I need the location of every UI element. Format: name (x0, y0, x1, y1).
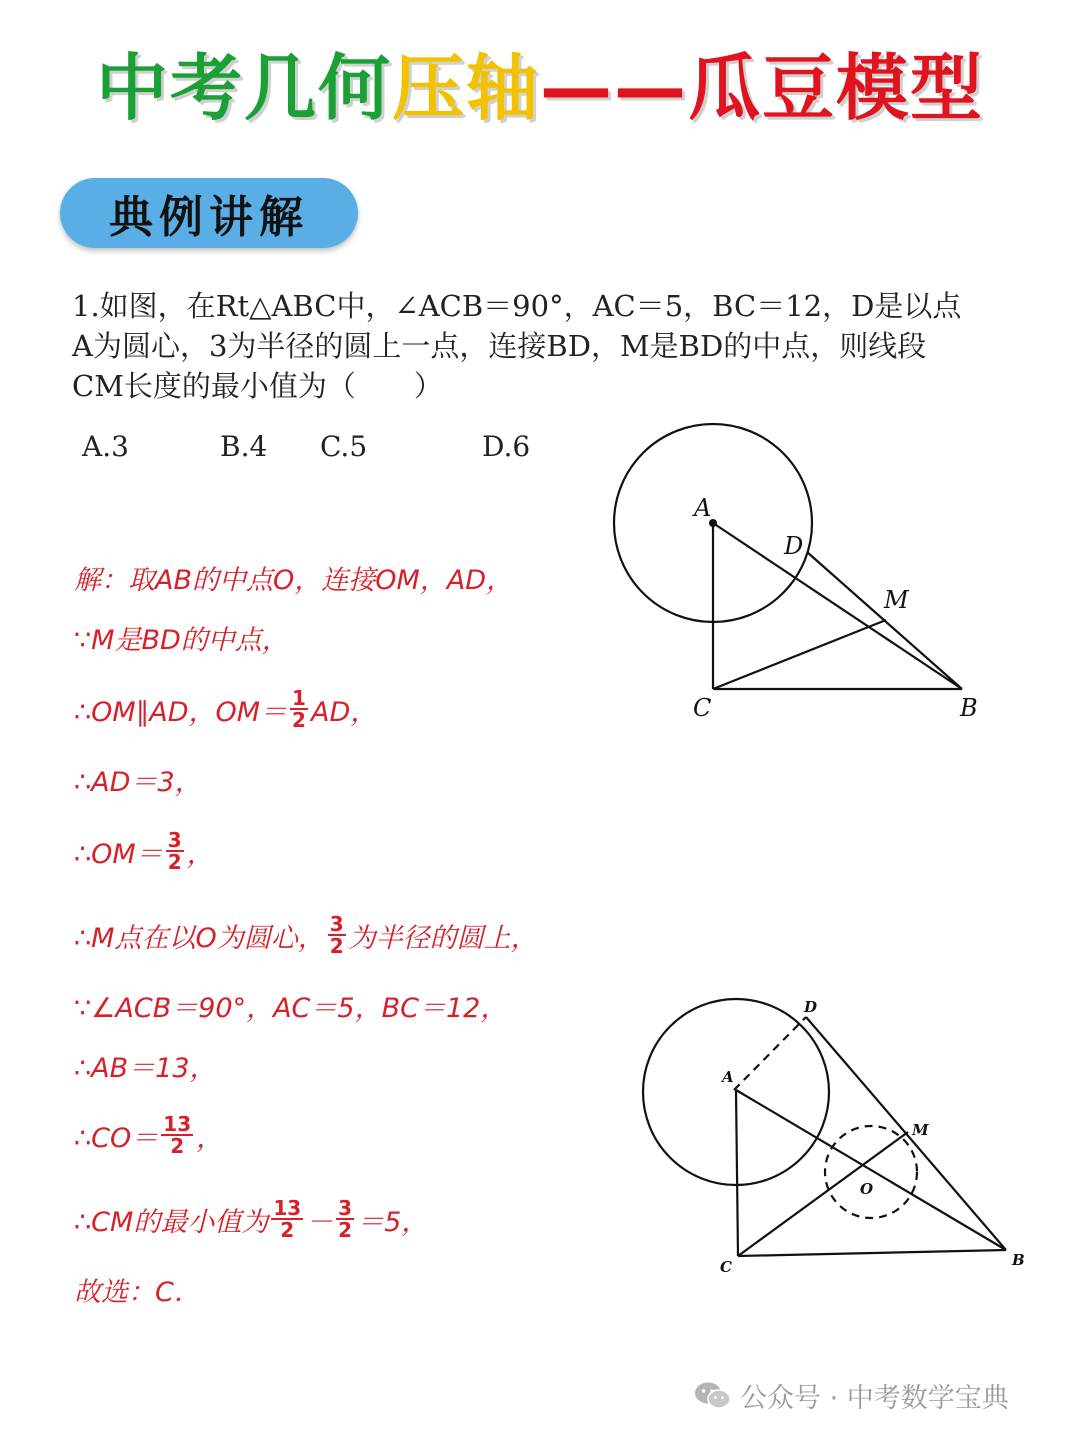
page-title (0, 30, 1080, 134)
solution-line-8: ∴AB＝13， (74, 1053, 217, 1084)
segment-cm (738, 1132, 908, 1256)
title-part-yellow: 压轴 (391, 46, 540, 130)
solution-line-6-a: ∴M点在以O为圆心， (74, 922, 325, 954)
section-label-pill (60, 178, 358, 248)
label-b: B (1012, 1251, 1025, 1269)
title-part-green: 中考几何 (95, 46, 392, 130)
segment-cm (713, 620, 886, 689)
solution-line-1: 解：取AB的中点O，连接OM，AD， (74, 565, 514, 596)
fraction-three-halves (336, 1198, 354, 1240)
section-label: 典例讲解 (109, 192, 309, 243)
solution-line-5-b: ， (186, 838, 214, 870)
solution-line-3-a: ∴OM∥AD，OM＝ (74, 696, 288, 728)
solution-line-10-c: ＝5， (357, 1206, 429, 1238)
solution-line-3-b: AD， (310, 696, 378, 728)
solution-line-9-b: ， (196, 1122, 224, 1154)
figure-top (600, 418, 1020, 728)
solution-line-6-b: 为半径的圆上， (348, 922, 538, 954)
question-line-1: 1.如图，在Rt△ABC中，∠ACB＝90°，AC＝5，BC＝12，D是以点 (72, 289, 962, 323)
fraction-numerator: 13 (163, 1112, 192, 1136)
fraction-denominator: 2 (170, 1134, 185, 1158)
label-c: C (693, 694, 712, 722)
label-m: M (884, 586, 909, 614)
watermark-text: 公众号 · 中考数学宝典 (740, 1383, 1009, 1414)
label-b: B (960, 694, 978, 722)
fraction-numerator: 1 (292, 686, 306, 710)
solution-line-10-b: － (306, 1206, 334, 1238)
option-d: D.6 (482, 430, 531, 463)
solution-line-10-a: ∴CM的最小值为 (74, 1206, 269, 1238)
fraction-denominator: 2 (167, 850, 182, 874)
wechat-icon (694, 1381, 732, 1411)
solution-line-6 (74, 914, 538, 956)
segment-ad-dashed (734, 1017, 806, 1090)
solution-line-7: ∵∠ACB＝90°，AC＝5，BC＝12， (74, 993, 508, 1024)
option-c: C.5 (320, 430, 368, 463)
fraction-thirteen-halves (161, 1114, 193, 1156)
solution-line-5-a: ∴OM＝ (74, 838, 163, 870)
segment-ab (736, 1090, 1006, 1250)
fraction-numerator: 13 (273, 1196, 302, 1220)
fraction-thirteen-halves (271, 1198, 303, 1240)
question-line-2: A为圆心，3为半径的圆上一点，连接BD，M是BD的中点，则线段 (72, 329, 927, 363)
label-a: A (722, 1068, 734, 1086)
solution-line-11: 故选：C． (74, 1277, 201, 1308)
question-text (72, 286, 1002, 406)
label-m: M (912, 1121, 929, 1139)
fraction-numerator: 3 (329, 912, 344, 936)
solution-line-10 (74, 1198, 428, 1240)
circle-o-dashed (825, 1126, 917, 1218)
fraction-denominator: 2 (338, 1218, 353, 1242)
fraction-numerator: 3 (338, 1196, 353, 1220)
fraction-denominator: 2 (292, 708, 306, 732)
solution-line-5 (74, 830, 214, 872)
label-d: D (784, 532, 804, 560)
solution-line-2: ∵M是BD的中点， (74, 625, 289, 656)
question-line-3: CM长度的最小值为（ ） (72, 369, 443, 403)
label-c: C (720, 1258, 732, 1276)
label-d: D (804, 998, 818, 1016)
fraction-denominator: 2 (280, 1218, 295, 1242)
segment-cb (738, 1250, 1006, 1256)
watermark (694, 1376, 1009, 1415)
solution-line-3 (74, 688, 377, 730)
fraction-denominator: 2 (329, 934, 344, 958)
fraction-three-halves (166, 830, 184, 872)
label-a: A (694, 494, 712, 522)
segment-ac (736, 1090, 738, 1256)
label-o: O (860, 1180, 874, 1198)
solution-line-9-a: ∴CO＝ (74, 1122, 159, 1154)
solution-line-9 (74, 1114, 223, 1156)
option-b: B.4 (220, 430, 268, 463)
segment-ab (713, 523, 962, 689)
title-part-red: ——瓜豆模型 (540, 46, 985, 130)
fraction-one-half (290, 688, 308, 730)
solution-line-4: ∴AD＝3， (74, 767, 202, 798)
fraction-three-halves (328, 914, 346, 956)
figure-bottom (630, 990, 1050, 1290)
option-a: A.3 (82, 430, 129, 463)
fraction-numerator: 3 (167, 828, 182, 852)
